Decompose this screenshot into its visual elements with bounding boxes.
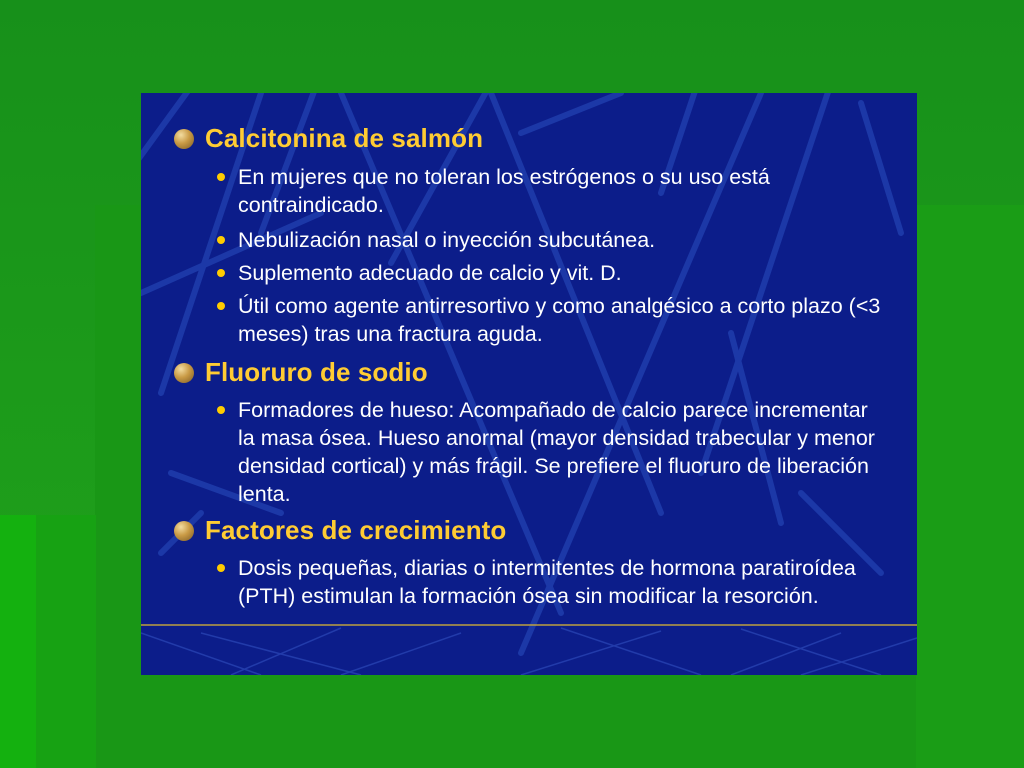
section-heading-text: Fluoruro de sodio [205, 357, 428, 387]
list-item-text: Útil como agente antirresortivo y como analgésico a corto plazo (<3 meses) tras una fractura aguda. [238, 294, 881, 346]
golden-ball-icon [174, 129, 194, 149]
yellow-dot-icon [217, 236, 225, 244]
yellow-dot-icon [217, 564, 225, 572]
list-item [238, 292, 888, 348]
yellow-dot-icon [217, 173, 225, 181]
slide-content [141, 93, 917, 675]
list-item [238, 259, 888, 287]
list-item [238, 226, 888, 254]
yellow-dot-icon [217, 406, 225, 414]
golden-ball-icon [174, 521, 194, 541]
list-item [238, 396, 888, 508]
list-item-text: Nebulización nasal o inyección subcutánea. [238, 228, 656, 252]
list-item-text: Dosis pequeñas, diarias o intermitentes de hormona paratiroídea (PTH) estimulan la formación ósea sin modificar la resorción. [238, 556, 856, 608]
section-heading-text: Factores de crecimiento [205, 515, 507, 545]
list-item-text: En mujeres que no toleran los estrógenos o su uso está contraindicado. [238, 165, 770, 217]
list-item [238, 163, 888, 219]
golden-ball-icon [174, 363, 194, 383]
slide [141, 93, 917, 675]
yellow-dot-icon [217, 269, 225, 277]
background-panel-right [916, 205, 1024, 768]
section-heading-text: Calcitonina de salmón [205, 123, 484, 153]
background-strip-left-inner [36, 515, 96, 768]
list-item-text: Suplemento adecuado de calcio y vit. D. [238, 261, 622, 285]
list-item-text: Formadores de hueso: Acompañado de calcio parece incrementar la masa ósea. Hueso anormal (mayor densidad trabecular y menor densidad cortical) y más frágil. Se prefiere el fluoruro de liberación lenta. [238, 398, 875, 506]
background-strip-left [0, 515, 40, 768]
list-item [238, 554, 888, 610]
yellow-dot-icon [217, 302, 225, 310]
